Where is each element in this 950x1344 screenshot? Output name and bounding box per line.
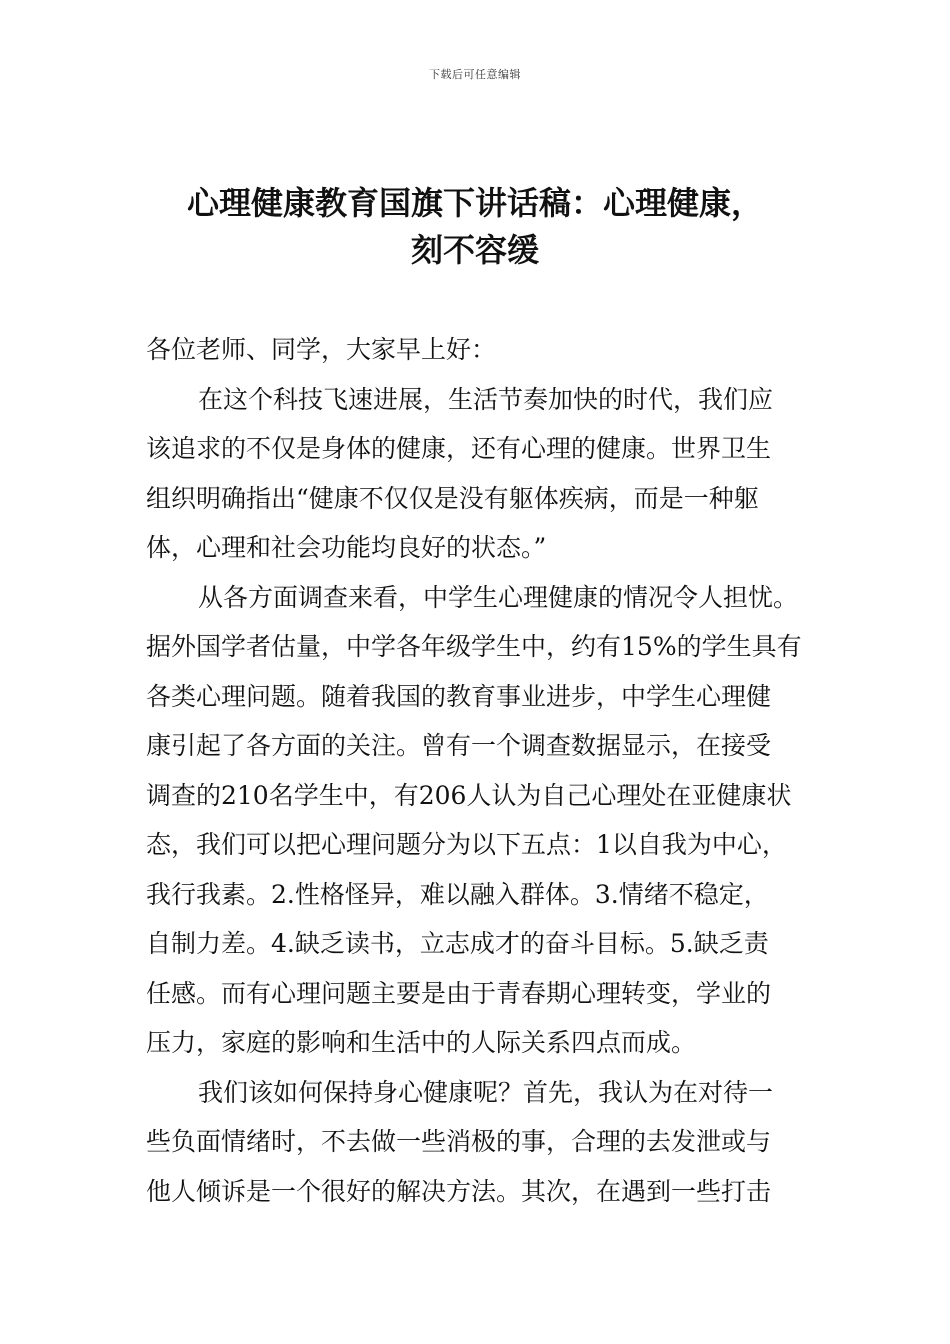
paragraph-line: 组织明确指出“健康不仅仅是没有躯体疾病，而是一种躯 <box>146 483 759 513</box>
header-note: 下载后可任意编辑 <box>429 68 521 81</box>
paragraph-line: 自制力差。4.缺乏读书，立志成才的奋斗目标。5.缺乏责 <box>146 929 769 958</box>
paragraph-line: 我行我素。2.性格怪异，难以融入群体。3.情绪不稳定， <box>146 879 769 909</box>
paragraph-line: 体，心理和社会功能均良好的状态。” <box>146 533 547 562</box>
document-title <box>120 180 830 274</box>
paragraph-line: 从各方面调查来看，中学生心理健康的情况令人担忧。 <box>198 582 799 612</box>
paragraph-line: 压力，家庭的影响和生活中的人际关系四点而成。 <box>146 1028 697 1057</box>
document-body <box>146 325 826 1216</box>
paragraph-line: 他人倾诉是一个很好的解决方法。其次，在遇到一些打击 <box>146 1176 772 1206</box>
title-line-2: 刻不容缓 <box>410 231 539 269</box>
paragraph-line: 些负面情绪时，不去做一些消极的事，合理的去发泄或与 <box>146 1127 772 1156</box>
paragraph-line: 在这个科技飞速进展，生活节奏加快的时代，我们应 <box>198 384 774 414</box>
paragraph-line: 态，我们可以把心理问题分为以下五点：1以自我为中心， <box>146 830 787 859</box>
paragraph-line: 该追求的不仅是身体的健康，还有心理的健康。世界卫生 <box>146 434 772 463</box>
greeting-line: 各位老师、同学，大家早上好： <box>146 335 497 364</box>
paragraph-line: 各类心理问题。随着我国的教育事业进步，中学生心理健 <box>146 681 772 711</box>
paragraph-line: 任感。而有心理问题主要是由于青春期心理转变，学业的 <box>146 978 772 1008</box>
paragraph-line: 据外国学者估量，中学各年级学生中，约有15%的学生具有 <box>146 632 802 661</box>
title-line-1: 心理健康教育国旗下讲话稿：心理健康， <box>186 184 763 222</box>
paragraph-line: 我们该如何保持身心健康呢？首先，我认为在对待一 <box>198 1077 774 1107</box>
paragraph-line: 康引起了各方面的关注。曾有一个调查数据显示，在接受 <box>146 731 772 760</box>
paragraph-line: 调查的210名学生中，有206人认为自己心理处在亚健康状 <box>146 780 792 810</box>
